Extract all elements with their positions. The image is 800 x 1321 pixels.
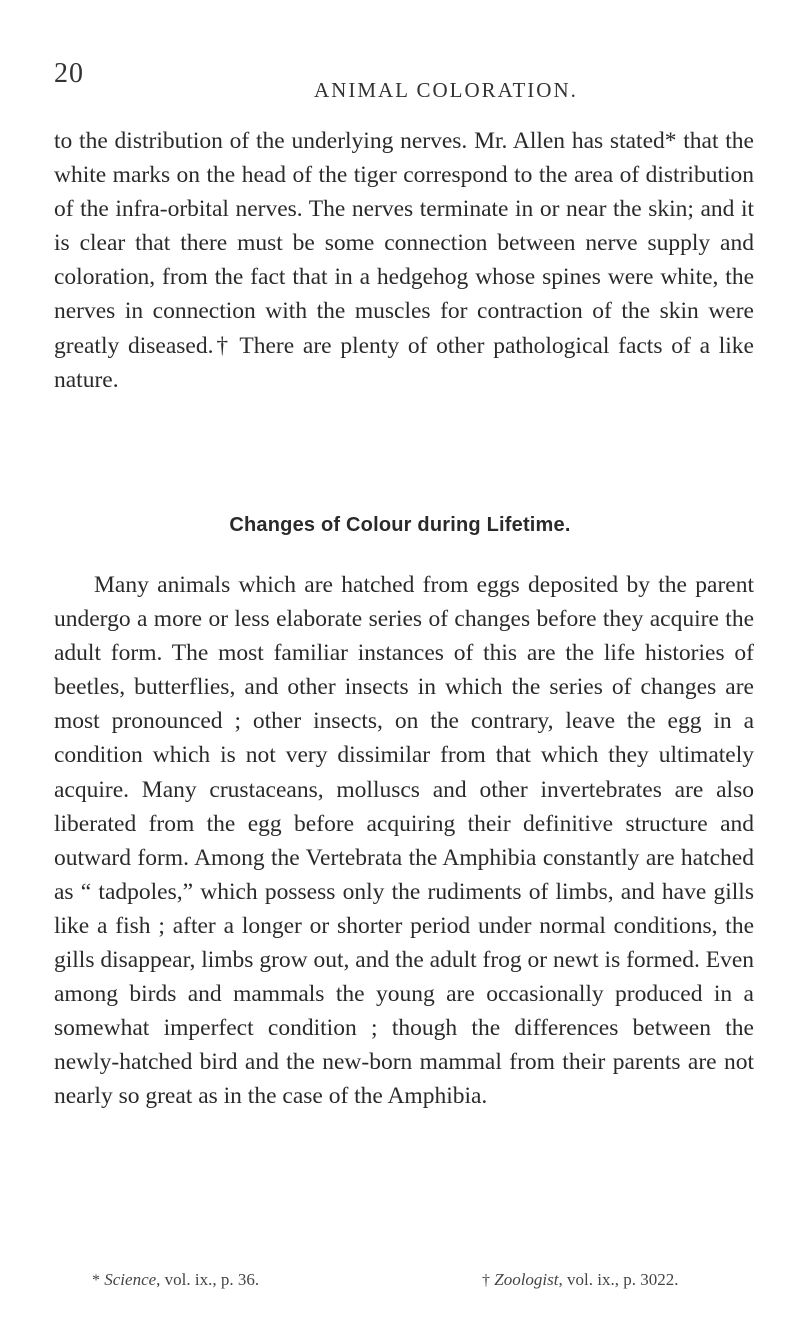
footnote-1 xyxy=(92,1270,259,1290)
footnote-source: Science xyxy=(104,1270,157,1289)
footnote-marker: † xyxy=(482,1272,490,1289)
footnote-detail: , vol. ix., p. 36. xyxy=(156,1270,260,1289)
body-paragraph-2: Many animals which are hatched from eggs deposited by the parent undergo a more or less elaborate series of changes before they acquire the adult form. The most familiar instances of this are the life histories of beetles, butterflies, and other insects in which the series of changes are most pronounced ; other insects, on the contrary, leave the egg in a condition which is not very dissimilar from that which they ultimately acquire. Many crustaceans, molluscs and other invertebrates are also liberated from the egg before acquiring their definitive structure and outward form. Among the Vertebrata the Amphibia constantly are hatched as “ tadpoles,” which possess only the rudiments of limbs, and have gills like a fish ; after a longer or shorter period under normal conditions, the gills disappear, limbs grow out, and the adult frog or newt is formed. Even among birds and mammals the young are occasionally produced in a somewhat imperfect condition ; though the differences between the newly-hatched bird and the new-born mammal from their parents are not nearly so great as in the case of the Amphibia. xyxy=(54,572,754,1110)
section-heading: Changes of Colour during Lifetime. xyxy=(229,514,571,536)
footnote-detail: , vol. ix., p. 3022. xyxy=(558,1270,679,1289)
page-number: 20 xyxy=(54,58,84,89)
footnote-2 xyxy=(482,1270,678,1290)
running-title: ANIMAL COLORATION. xyxy=(314,78,578,102)
body-paragraph-1: to the distribution of the underlying nerves. Mr. Allen has stated* that the white marks on the head of the tiger correspond to the area of distribution of the infra-orbital nerves. The nerves terminate in or near the skin; and it is clear that there must be some connection between nerve supply and coloration, from the fact that in a hedgehog whose spines were white, the nerves in connection with the muscles for contraction of the skin were greatly diseased.† There are plenty of other pathological facts of a like nature. xyxy=(54,128,754,393)
footnote-source: Zoologist xyxy=(494,1270,559,1289)
footnote-marker: * xyxy=(92,1272,100,1289)
